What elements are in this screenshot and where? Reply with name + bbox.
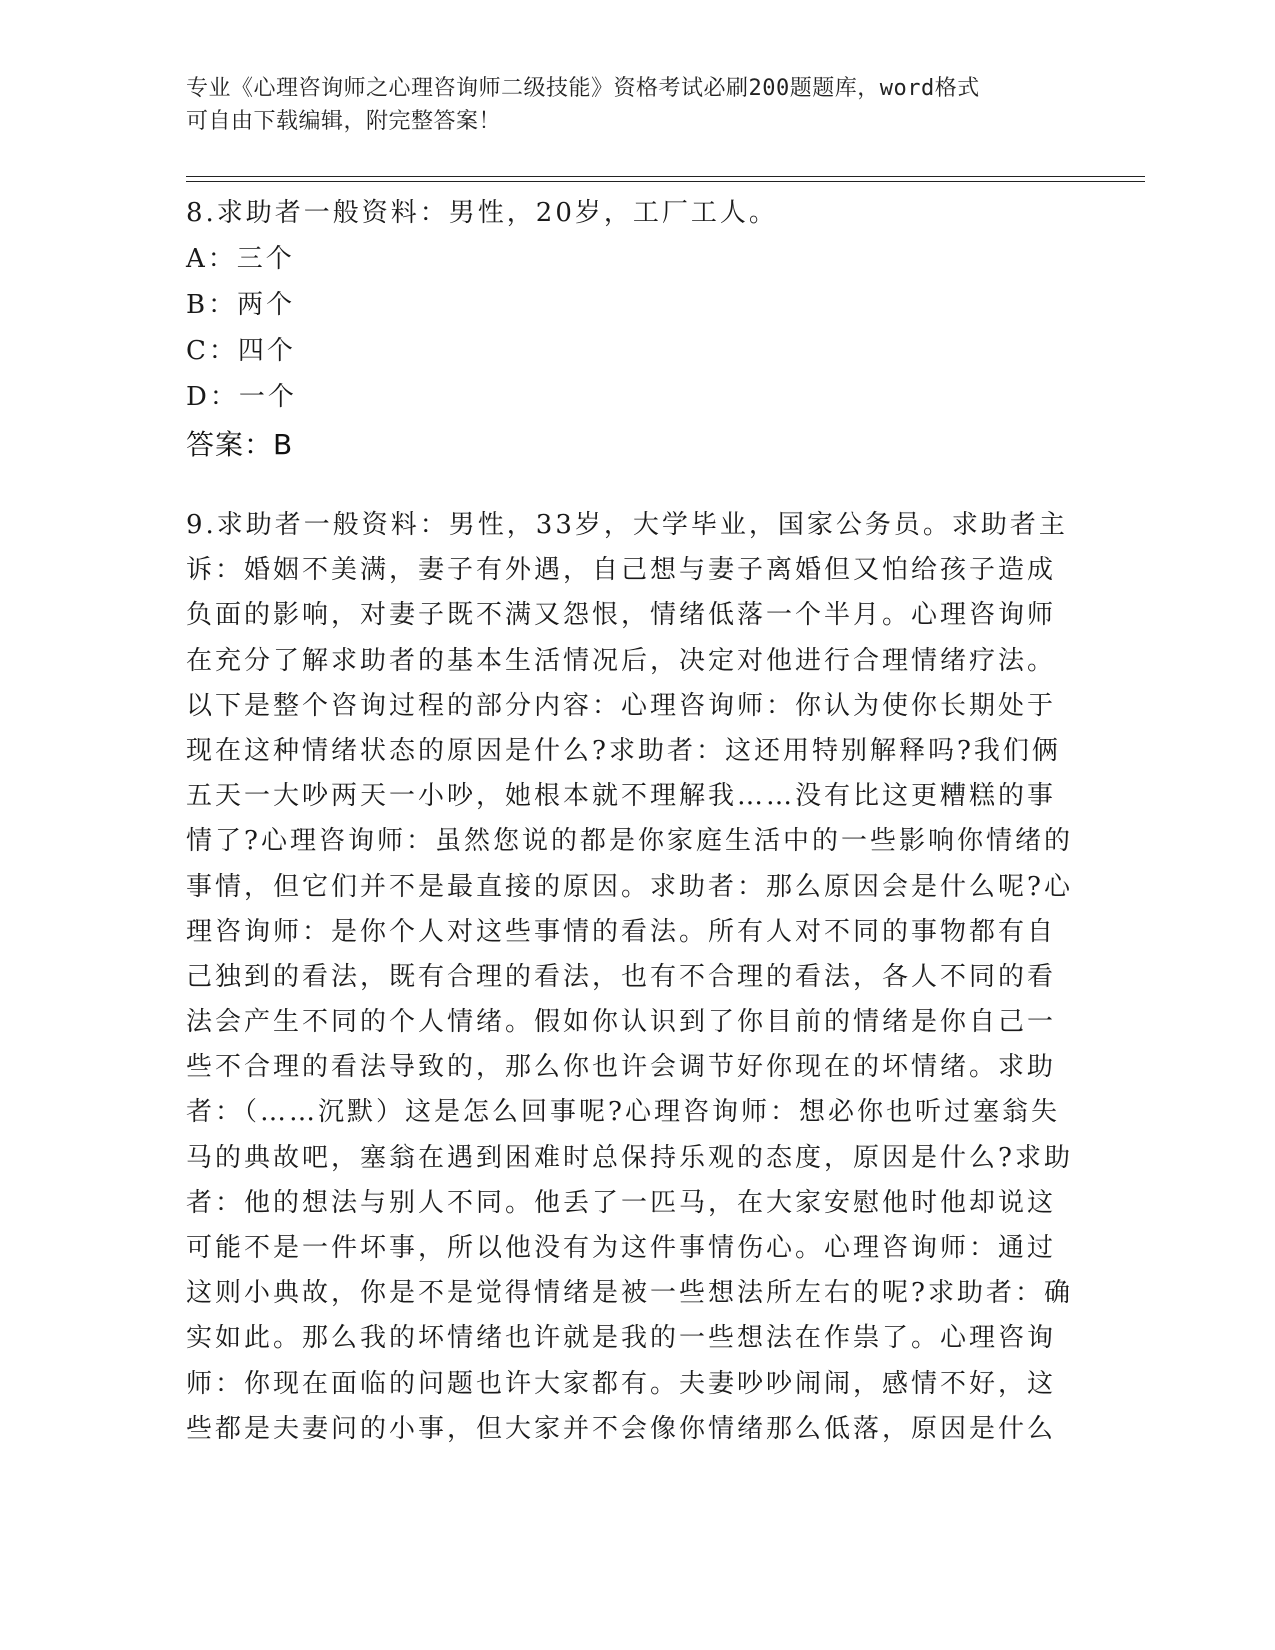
question-9-line: 事情，但它们并不是最直接的原因。求助者：那么原因会是什么呢?心	[186, 871, 1073, 902]
question-9-line: 这则小典故，你是不是觉得情绪是被一些想法所左右的呢?求助者：确	[186, 1278, 1073, 1309]
question-8-stem: 8.求助者一般资料：男性，20岁，工厂工人。	[186, 198, 778, 228]
question-9-line: 五天一大吵两天一小吵，她根本就不理解我……没有比这更糟糕的事	[186, 781, 1057, 812]
header-divider-top	[186, 176, 1145, 177]
header-title-line-1: 专业《心理咨询师之心理咨询师二级技能》资格考试必刷200题题库，word格式	[186, 76, 980, 101]
header-title-line-2: 可自由下载编辑，附完整答案！	[186, 109, 502, 134]
question-9-line: 现在这种情绪状态的原因是什么?求助者：这还用特别解释吗?我们俩	[186, 735, 1061, 766]
question-9-line: 实如此。那么我的坏情绪也许就是我的一些想法在作祟了。心理咨询	[186, 1323, 1057, 1354]
question-9	[186, 503, 1073, 1452]
question-9-line: 理咨询师：是你个人对这些事情的看法。所有人对不同的事物都有自	[186, 916, 1057, 947]
question-8	[186, 190, 1066, 470]
question-9-line: 些不合理的看法导致的，那么你也许会调节好你现在的坏情绪。求助	[186, 1052, 1057, 1083]
question-9-line: 马的典故吧，塞翁在遇到困难时总保持乐观的态度，原因是什么?求助	[186, 1142, 1073, 1173]
question-9-line: 在充分了解求助者的基本生活情况后，决定对他进行合理情绪疗法。	[186, 645, 1057, 676]
question-8-option-b: B：两个	[186, 290, 296, 320]
question-9-line: 以下是整个咨询过程的部分内容：心理咨询师：你认为使你长期处于	[186, 690, 1057, 721]
question-9-line: 者：他的想法与别人不同。他丢了一匹马，在大家安慰他时他却说这	[186, 1187, 1057, 1218]
question-9-line: 诉：婚姻不美满，妻子有外遇，自己想与妻子离婚但又怕给孩子造成	[186, 555, 1057, 586]
question-9-line: 师：你现在面临的问题也许大家都有。夫妻吵吵闹闹，感情不好，这	[186, 1368, 1057, 1399]
question-8-option-d: D：一个	[186, 382, 297, 412]
document-header	[186, 72, 1066, 138]
question-9-line: 可能不是一件坏事，所以他没有为这件事情伤心。心理咨询师：通过	[186, 1233, 1057, 1263]
question-8-option-c: C：四个	[186, 336, 296, 366]
question-9-line: 情了?心理咨询师：虽然您说的都是你家庭生活中的一些影响你情绪的	[186, 826, 1073, 857]
question-9-line: 己独到的看法，既有合理的看法，也有不合理的看法，各人不同的看	[186, 961, 1057, 992]
question-9-line: 9.求助者一般资料：男性，33岁，大学毕业，国家公务员。求助者主	[186, 510, 1068, 540]
question-9-line: 些都是夫妻问的小事，但大家并不会像你情绪那么低落，原因是什么	[186, 1413, 1057, 1444]
question-8-option-a: A：三个	[186, 244, 295, 274]
question-9-line: 负面的影响，对妻子既不满又怨恨，情绪低落一个半月。心理咨询师	[186, 600, 1057, 631]
header-divider-bottom	[186, 181, 1145, 182]
question-9-line: 者：（……沉默）这是怎么回事呢?心理咨询师：想必你也听过塞翁失	[186, 1097, 1060, 1128]
question-9-line: 法会产生不同的个人情绪。假如你认识到了你目前的情绪是你自己一	[186, 1007, 1057, 1038]
question-8-answer: 答案：B	[186, 428, 294, 461]
